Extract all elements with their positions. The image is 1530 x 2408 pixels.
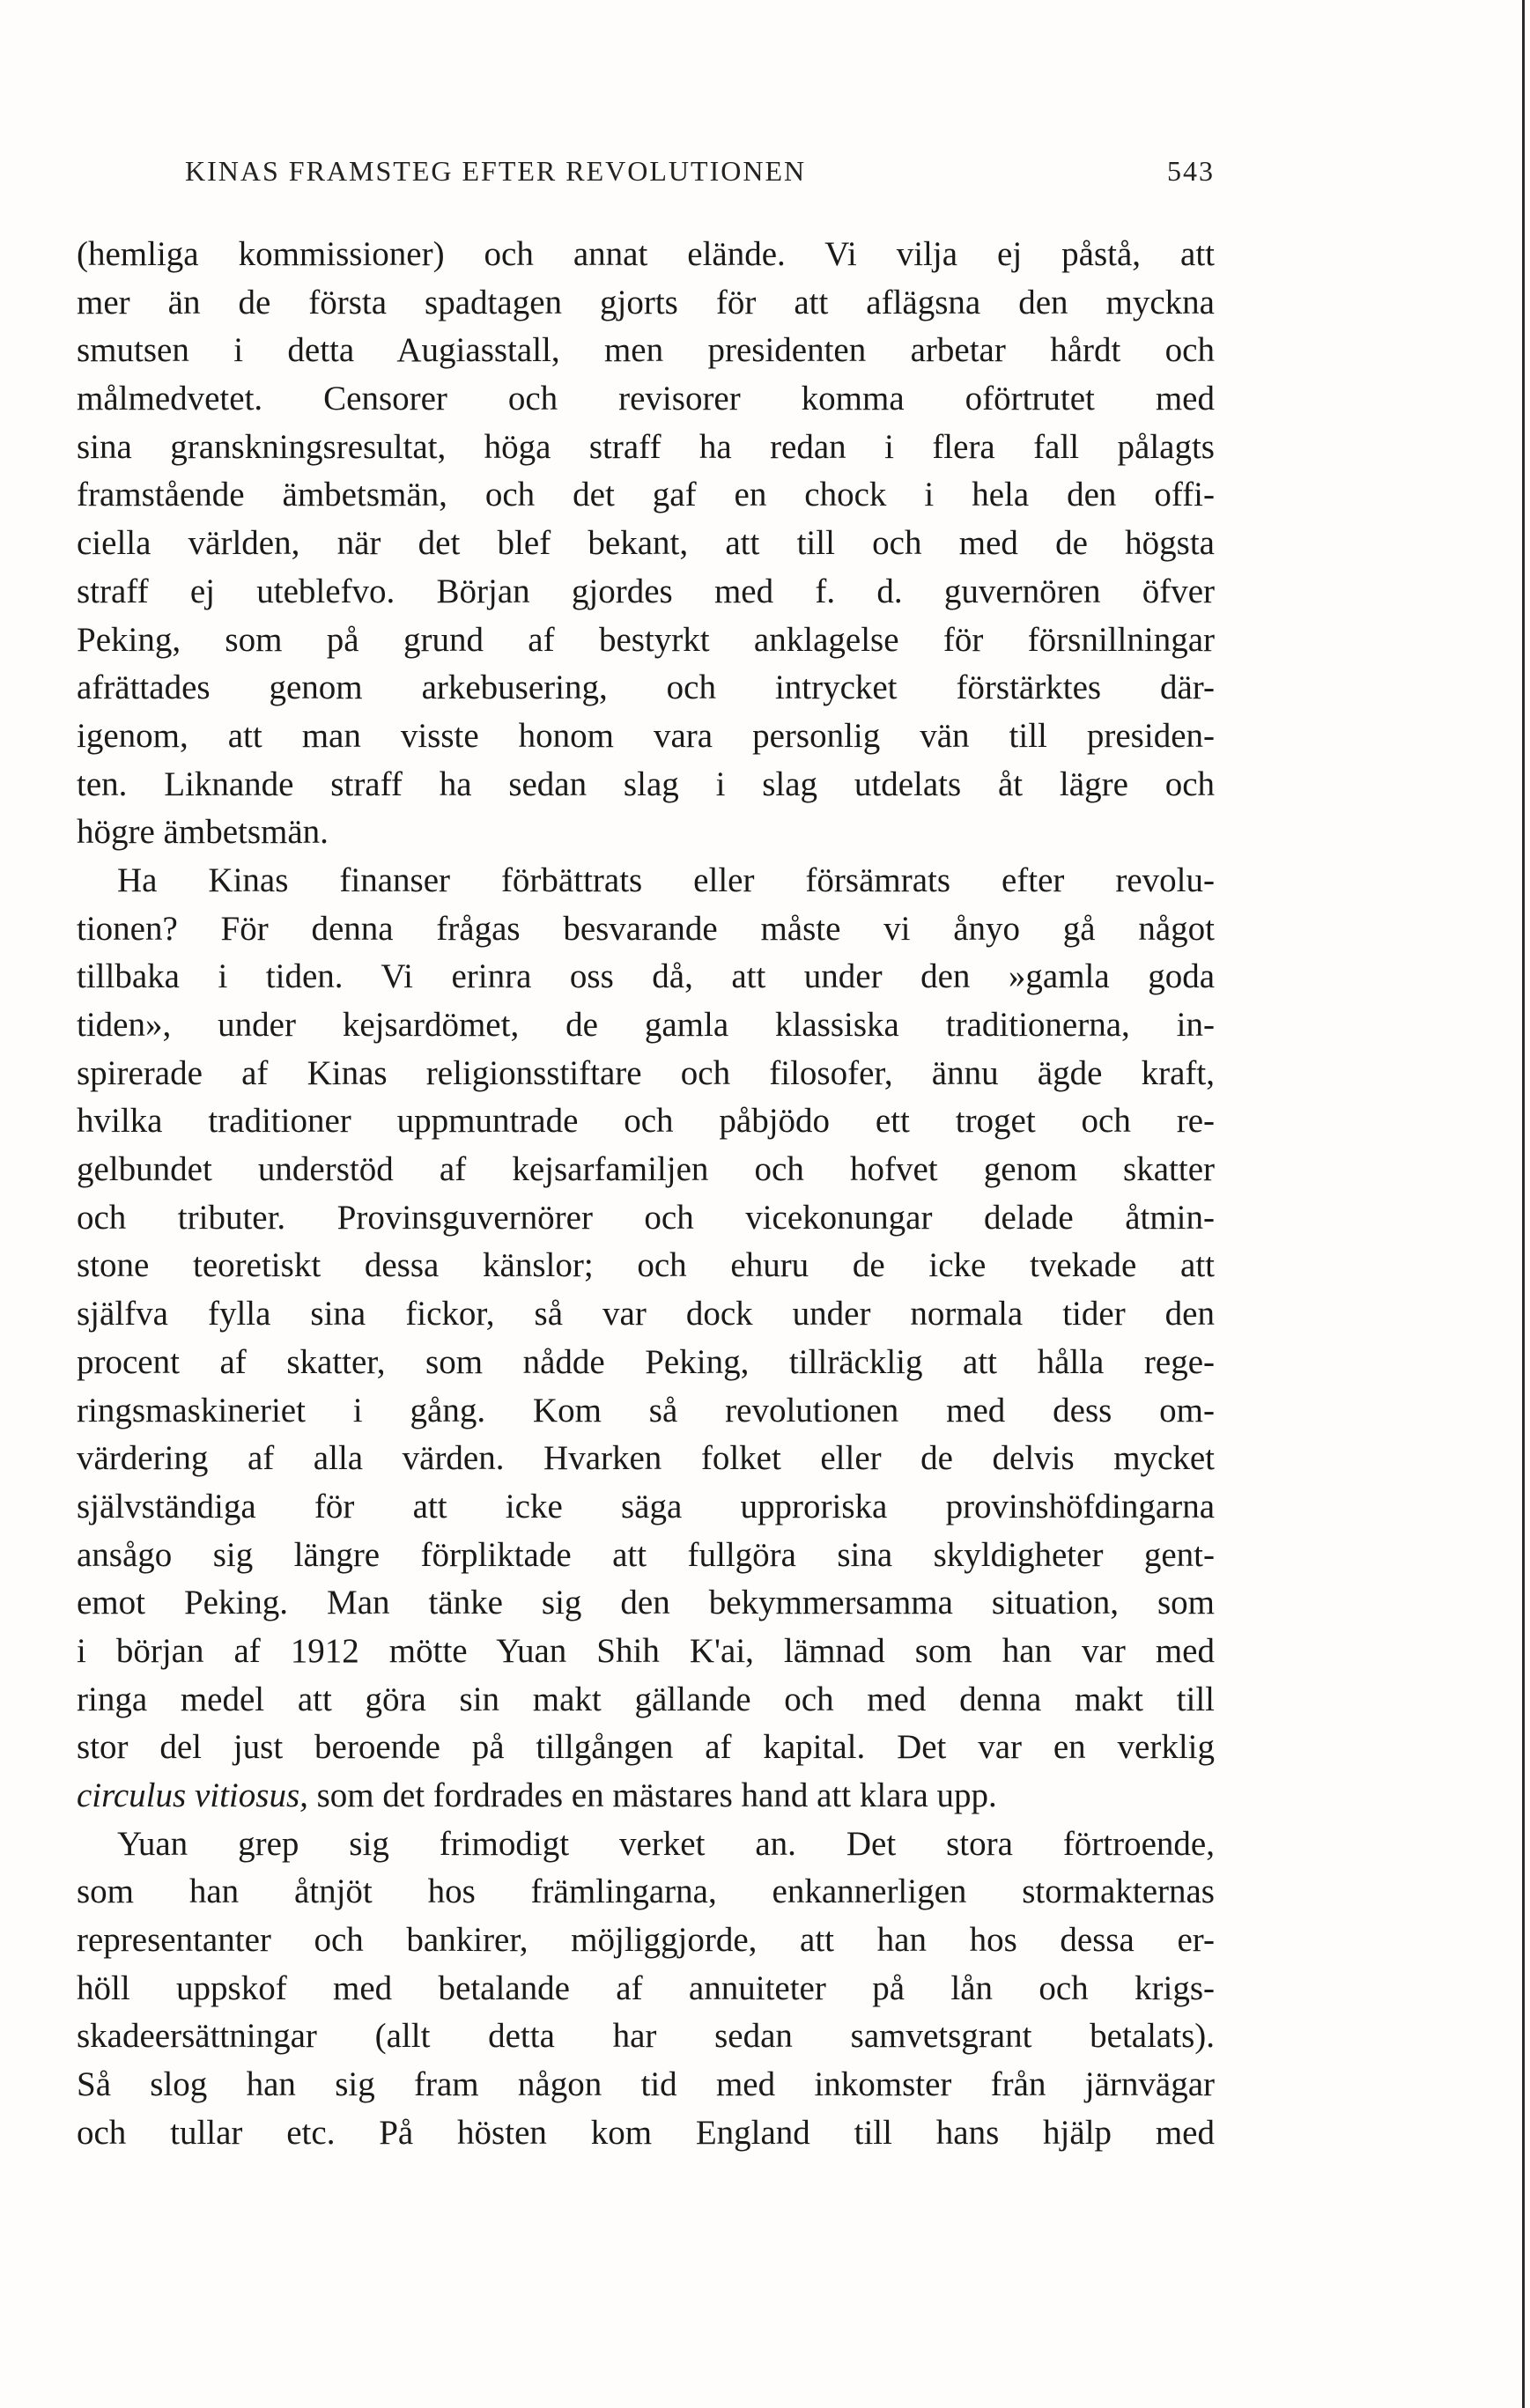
page-edge-line [1522, 0, 1525, 2408]
text-line: höll uppskof med betalande af annuiteter på lån och krigs- [77, 1969, 1215, 2007]
text-line: och tributer. Provinsguvernörer och vicekonungar delade åtmin- [77, 1198, 1215, 1237]
text-line: spirerade af Kinas religionsstiftare och filosofer, ännu ägde kraft, [77, 1053, 1215, 1092]
running-head-title: KINAS FRAMSTEG EFTER REVOLUTIONEN [185, 155, 807, 187]
text-line: mer än de första spadtagen gjorts för att aflägsna den myckna [77, 283, 1215, 321]
text-line: ansågo sig längre förpliktade att fullgöra sina skyldigheter gent- [77, 1535, 1215, 1574]
text-line: Ha Kinas finanser förbättrats eller försämrats efter revolu- [117, 861, 1215, 899]
text-line: i början af 1912 mötte Yuan Shih K'ai, lämnad som han var med [77, 1631, 1215, 1670]
text-line: smutsen i detta Augiasstall, men presidenten arbetar hårdt och [77, 331, 1215, 370]
text-line-with-italic [77, 1772, 1215, 1821]
text-line: (hemliga kommissioner) och annat elände. Vi vilja ej påstå, att [77, 235, 1215, 273]
text-line: straff ej uteblefvo. Början gjordes med f. d. guvernören öfver [77, 572, 1215, 610]
text-line: Yuan grep sig frimodigt verket an. Det stora förtroende, [117, 1824, 1215, 1863]
text-line: procent af skatter, som nådde Peking, tillräcklig att hålla rege- [77, 1342, 1215, 1381]
body-text [77, 231, 1215, 2158]
text-line: ringa medel att göra sin makt gällande och med denna makt till [77, 1680, 1215, 1718]
text-line: representanter och bankirer, möjliggjorde, att han hos dessa er- [77, 1921, 1215, 1960]
text-line: och tullar etc. På hösten kom England till hans hjälp med [77, 2113, 1215, 2152]
text-line: själfva fylla sina fickor, så var dock under normala tider den [77, 1295, 1215, 1333]
text-line: målmedvetet. Censorer och revisorer komma oförtrutet med [77, 380, 1215, 418]
text-line: emot Peking. Man tänke sig den bekymmersamma situation, som [77, 1584, 1215, 1622]
text-line: Peking, som på grund af bestyrkt anklagelse för försnillningar [77, 620, 1215, 659]
page-number: 543 [1167, 155, 1215, 187]
text-line: tillbaka i tiden. Vi erinra oss då, att under den »gamla goda [77, 957, 1215, 996]
text-line: tionen? För denna frågas besvarande måste vi ånyo gå något [77, 909, 1215, 948]
text-line: skadeersättningar (allt detta har sedan samvetsgrant betalats). [77, 2017, 1215, 2056]
running-head [185, 155, 1215, 199]
text-line-rest: som det fordrades en mästares hand att klara upp. [316, 1776, 997, 1814]
text-line: ringsmaskineriet i gång. Kom så revolutionen med dess om- [77, 1391, 1215, 1429]
text-line: tiden», under kejsardömet, de gamla klassiska traditionerna, in- [77, 1006, 1215, 1044]
text-line: stone teoretiskt dessa känslor; och ehuru de icke tvekade att [77, 1246, 1215, 1285]
text-line: ciella världen, när det blef bekant, att till och med de högsta [77, 524, 1215, 563]
text-line: igenom, att man visste honom vara personlig vän till presiden- [77, 716, 1215, 755]
italic-phrase: circulus vitiosus, [77, 1776, 308, 1814]
text-line: framstående ämbetsmän, och det gaf en chock i hela den offi- [77, 476, 1215, 514]
text-line: hvilka traditioner uppmuntrade och påbjödo ett troget och re- [77, 1102, 1215, 1141]
text-line: sina granskningsresultat, höga straff ha redan i flera fall pålagts [77, 427, 1215, 466]
text-line: högre ämbetsmän. [77, 813, 329, 852]
text-line: som han åtnjöt hos främlingarna, enkannerligen stormakternas [77, 1872, 1215, 1911]
text-line: stor del just beroende på tillgången af kapital. Det var en verklig [77, 1728, 1215, 1767]
text-line: gelbundet understöd af kejsarfamiljen och hofvet genom skatter [77, 1150, 1215, 1189]
text-line: afrättades genom arkebusering, och intrycket förstärktes där- [77, 668, 1215, 707]
text-line: självständiga för att icke säga upproriska provinshöfdingarna [77, 1487, 1215, 1525]
text-line: ten. Liknande straff ha sedan slag i slag utdelats åt lägre och [77, 765, 1215, 803]
text-line: värdering af alla värden. Hvarken folket eller de delvis mycket [77, 1439, 1215, 1478]
text-line: Så slog han sig fram någon tid med inkomster från järnvägar [77, 2065, 1215, 2104]
